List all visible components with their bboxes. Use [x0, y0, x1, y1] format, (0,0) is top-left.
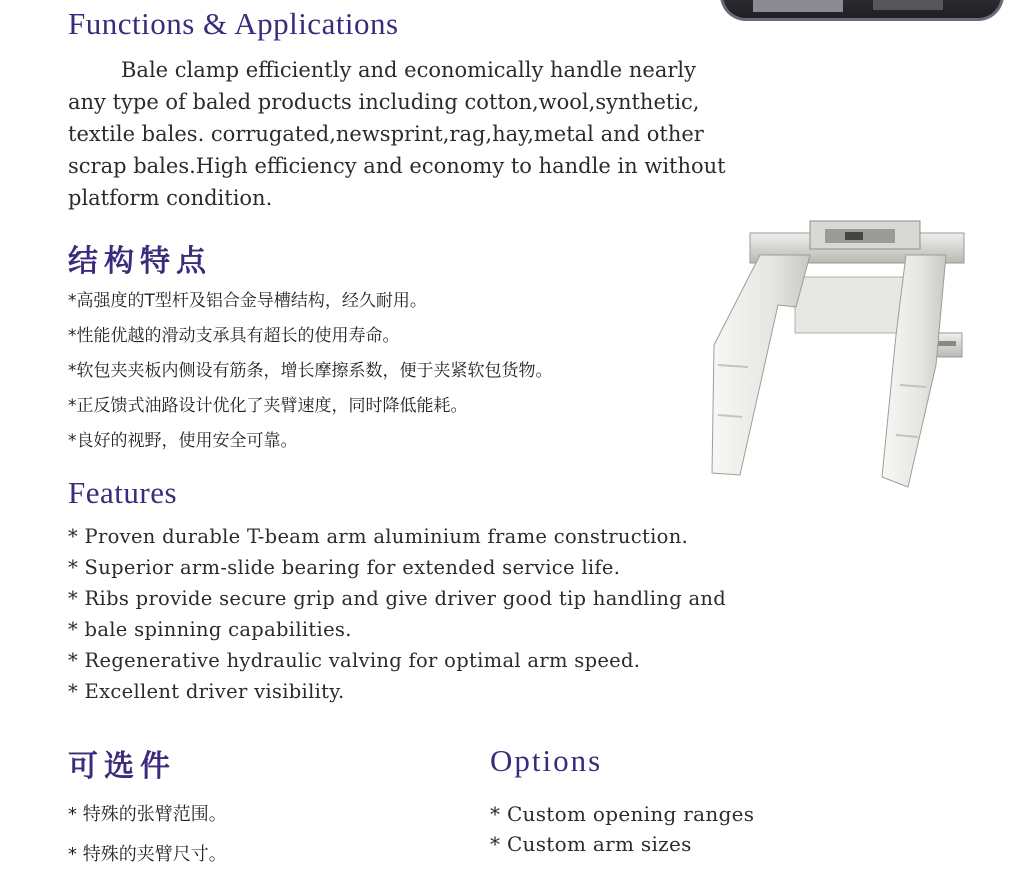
features-item: * Superior arm-slide bearing for extended service life. — [68, 556, 621, 579]
structure-item: *良好的视野，使用安全可靠。 — [68, 431, 298, 451]
functions-line: textile bales. corrugated,newsprint,rag,hay,metal and other — [68, 122, 704, 146]
features-item: * Regenerative hydraulic valving for optimal arm speed. — [68, 649, 641, 672]
bale-clamp-illustration — [700, 215, 968, 495]
features-list — [68, 521, 828, 707]
features-item: * bale spinning capabilities. — [68, 618, 352, 641]
functions-line: any type of baled products including cotton,wool,synthetic, — [68, 90, 700, 114]
options-cn-list — [68, 795, 428, 875]
functions-heading: Functions & Applications — [68, 6, 399, 41]
forklift-photo-corner — [720, 0, 1004, 21]
options-cn-heading: 可选件 — [68, 749, 176, 784]
structure-heading: 结构特点 — [68, 244, 212, 279]
features-item: * Ribs provide secure grip and give driver good tip handling and — [68, 587, 727, 610]
functions-line: platform condition. — [68, 186, 273, 210]
structure-item: *软包夹夹板内侧设有筋条，增长摩擦系数，便于夹紧软包货物。 — [68, 361, 553, 381]
structure-item: *性能优越的滑动支承具有超长的使用寿命。 — [68, 326, 400, 346]
structure-list — [68, 284, 708, 459]
structure-item: *正反馈式油路设计优化了夹臂速度，同时降低能耗。 — [68, 396, 468, 416]
options-cn-item: * 特殊的张臂范围。 — [68, 804, 227, 825]
options-cn-item: * 特殊的夹臂尺寸。 — [68, 844, 227, 865]
options-en-heading: Options — [490, 743, 603, 778]
options-en-item: * Custom arm sizes — [490, 832, 692, 856]
options-en-item: * Custom opening ranges — [490, 802, 755, 826]
features-heading: Features — [68, 475, 178, 510]
structure-item: *高强度的T型杆及铝合金导槽结构，经久耐用。 — [68, 291, 427, 311]
features-item: * Proven durable T-beam arm aluminium frame construction. — [68, 525, 689, 548]
functions-paragraph — [68, 54, 808, 214]
functions-line: scrap bales.High efficiency and economy to handle in without — [68, 154, 726, 178]
features-item: * Excellent driver visibility. — [68, 680, 345, 703]
functions-line: Bale clamp efficiently and economically handle nearly — [121, 58, 696, 82]
options-en-list — [490, 799, 910, 859]
